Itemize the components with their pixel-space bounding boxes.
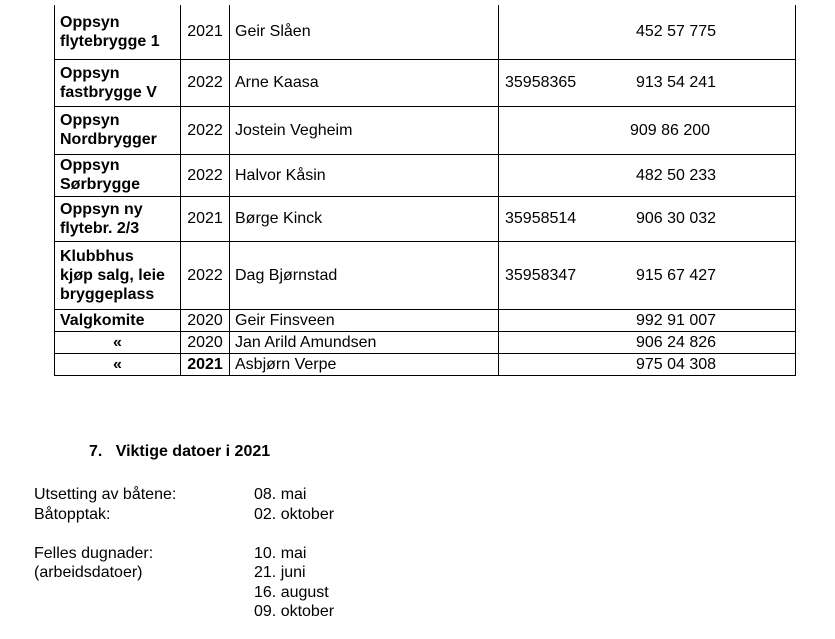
role-cell: Oppsyn flytebrygge 1 <box>55 5 181 59</box>
name-cell: Geir Finsveen <box>230 309 499 331</box>
year-cell: 2022 <box>181 59 230 106</box>
table-row <box>55 241 796 309</box>
name-cell: Jostein Vegheim <box>230 106 499 154</box>
date-row <box>34 544 334 564</box>
member-number-cell: 35958347 <box>499 241 607 309</box>
dugnad-sublabel: (arbeidsdatoer) <box>34 564 143 581</box>
year-cell: 2021 <box>181 353 230 375</box>
name-cell: Geir Slåen <box>230 5 499 59</box>
role-cell: Oppsyn Sørbrygge <box>55 154 181 196</box>
year-cell: 2022 <box>181 241 230 309</box>
phone-cell: 992 91 007 <box>606 309 796 331</box>
year-cell: 2020 <box>181 309 230 331</box>
name-cell: Jan Arild Amundsen <box>230 331 499 353</box>
name-cell: Arne Kaasa <box>230 59 499 106</box>
section-heading <box>89 443 270 461</box>
table-row <box>55 353 796 375</box>
member-number-cell <box>499 353 607 375</box>
launch-date: 08. mai <box>254 486 307 503</box>
table-row <box>55 5 796 59</box>
table-row <box>55 154 796 196</box>
table-row <box>55 309 796 331</box>
haulout-date: 02. oktober <box>254 505 335 523</box>
dugnad-date: 21. juni <box>254 564 306 581</box>
member-number-cell <box>499 5 607 59</box>
haulout-label: Båtopptak: <box>34 505 111 523</box>
table-row <box>55 331 796 353</box>
member-number-cell: 35958514 <box>499 196 607 241</box>
role-cell: Oppsyn Nordbrygger <box>55 106 181 154</box>
year-cell: 2022 <box>181 154 230 196</box>
date-row <box>34 563 334 583</box>
dugnad-date: 09. oktober <box>254 603 335 620</box>
member-number-cell <box>499 331 607 353</box>
important-dates <box>34 485 334 622</box>
launch-label: Utsetting av båtene: <box>34 486 177 503</box>
role-cell: Oppsyn fastbrygge V <box>55 59 181 106</box>
table-row <box>55 59 796 106</box>
phone-cell: 906 30 032 <box>606 196 796 241</box>
name-cell: Asbjørn Verpe <box>230 353 499 375</box>
spacer <box>34 524 334 544</box>
member-number-cell <box>499 309 607 331</box>
name-cell: Dag Bjørnstad <box>230 241 499 309</box>
section-title: Viktige datoer i 2021 <box>115 443 271 460</box>
date-row <box>34 602 334 622</box>
dugnad-date: 16. august <box>254 583 329 601</box>
phone-cell: 452 57 775 <box>606 5 796 59</box>
member-number-cell <box>499 154 607 196</box>
phone-cell: 913 54 241 <box>606 59 796 106</box>
phone-cell: 975 04 308 <box>606 353 796 375</box>
year-cell: 2020 <box>181 331 230 353</box>
phone-cell: 482 50 233 <box>606 154 796 196</box>
ditto-mark: « <box>55 353 181 375</box>
member-number-cell: 35958365 <box>499 59 607 106</box>
phone-cell: 915 67 427 <box>606 241 796 309</box>
year-cell: 2021 <box>181 196 230 241</box>
role-cell: Klubbhus kjøp salg, leie bryggeplass <box>55 241 181 309</box>
role-cell: Valgkomite <box>55 309 181 331</box>
member-number-cell <box>499 106 607 154</box>
role-cell: Oppsyn ny flytebr. 2/3 <box>55 196 181 241</box>
section-number: 7. <box>89 443 103 460</box>
phone-cell: 906 24 826 <box>606 331 796 353</box>
year-cell: 2022 <box>181 106 230 154</box>
contacts-table <box>54 5 796 376</box>
date-row <box>34 583 334 603</box>
ditto-mark: « <box>55 331 181 353</box>
phone-cell: 909 86 200 <box>606 106 796 154</box>
dugnad-label: Felles dugnader: <box>34 544 154 562</box>
table-row <box>55 106 796 154</box>
name-cell: Børge Kinck <box>230 196 499 241</box>
date-row <box>34 485 334 505</box>
year-cell: 2021 <box>181 5 230 59</box>
name-cell: Halvor Kåsin <box>230 154 499 196</box>
dugnad-date: 10. mai <box>254 544 307 562</box>
table-row <box>55 196 796 241</box>
date-row <box>34 505 334 525</box>
